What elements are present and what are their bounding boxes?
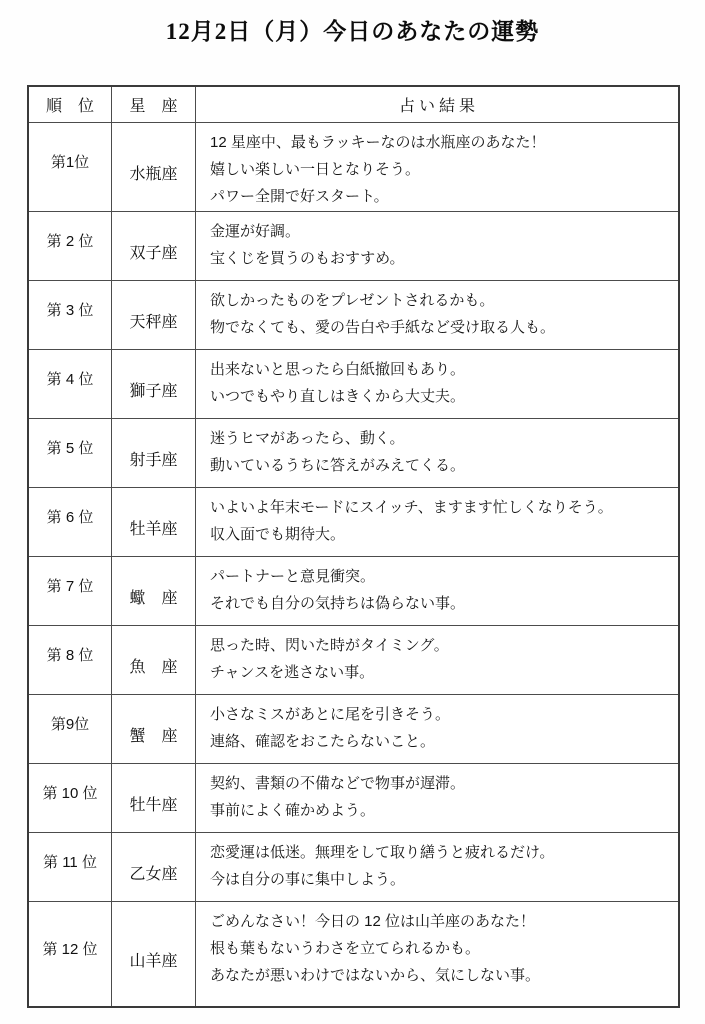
result-line: 物でなくても、愛の告白や手紙など受け取る人も。 [210,319,556,336]
rank-cell: 第9位 [29,695,112,763]
result-line: 金運が好調。 [210,223,301,240]
result-cell [196,833,678,901]
column-header-sign: 星 座 [112,87,196,122]
table-row-rank4 [29,349,678,418]
table-row-rank9 [29,694,678,763]
table-row-rank2 [29,211,678,280]
table-row-rank8 [29,625,678,694]
rank-cell: 第 8 位 [29,626,112,694]
rank-cell: 第 3 位 [29,281,112,349]
result-line: 契約、書類の不備などで物事が遅滞。 [210,775,466,792]
table-row-rank10 [29,763,678,832]
result-cell [196,764,678,832]
result-cell [196,626,678,694]
result-cell [196,281,678,349]
rank-cell: 第 4 位 [29,350,112,418]
rank-cell: 第 5 位 [29,419,112,487]
table-row-rank1 [29,122,678,211]
sign-cell: 蠍 座 [112,557,196,625]
result-line: ごめんなさい！今日の 12 位は山羊座のあなた！ [210,913,536,930]
result-line: 恋愛運は低迷。無理をして取り繕うと疲れるだけ。 [210,844,555,861]
page-title: 12月2日（月）今日のあなたの運勢 [165,19,540,44]
result-line: 動いているうちに答えがみえてくる。 [210,457,466,474]
sign-cell: 水瓶座 [112,123,196,211]
table-row-rank3 [29,280,678,349]
sign-cell: 山羊座 [112,902,196,1006]
result-line: パートナーと意見衝突。 [210,568,376,585]
result-line: パワー全開で好スタート。 [210,188,389,205]
column-header-result: 占 い 結 果 [398,98,475,115]
column-header-rank: 順 位 [29,87,112,122]
result-line: それでも自分の気持ちは偽らない事。 [210,595,466,612]
result-cell [196,123,678,211]
table-row-rank6 [29,487,678,556]
table-row-rank11 [29,832,678,901]
result-line: チャンスを逃さない事。 [210,664,375,681]
sign-cell: 牡牛座 [112,764,196,832]
result-line: 思った時、閃いた時がタイミング。 [210,637,449,654]
result-cell [196,350,678,418]
result-line: 今は自分の事に集中しよう。 [210,871,406,888]
result-line: 宝くじを買うのもおすすめ。 [210,250,405,267]
rank-cell: 第 11 位 [29,833,112,901]
result-cell [196,212,678,280]
rank-cell: 第 6 位 [29,488,112,556]
result-line: 迷うヒマがあったら、動く。 [210,430,405,447]
result-line: 根も葉もないうわさを立てられるかも。 [210,940,481,957]
rank-cell: 第 12 位 [29,902,112,1006]
sign-cell: 乙女座 [112,833,196,901]
fortune-table [27,85,680,1008]
table-row-rank12 [29,901,678,1006]
result-cell [196,902,678,1006]
table-row-rank5 [29,418,678,487]
result-line: あなたが悪いわけではないから、気にしない事。 [210,967,541,984]
table-row-rank7 [29,556,678,625]
result-line: いよいよ年末モードにスイッチ、ますます忙しくなりそう。 [210,499,613,516]
result-line: 事前によく確かめよう。 [210,802,376,819]
sign-cell: 蟹 座 [112,695,196,763]
rank-cell: 第 7 位 [29,557,112,625]
result-line: 欲しかったものをプレゼントされるかも。 [210,292,495,309]
table-header-row [29,87,678,122]
result-line: 嬉しい楽しい一日となりそう。 [210,161,421,178]
rank-cell: 第 2 位 [29,212,112,280]
result-cell [196,557,678,625]
rank-cell: 第1位 [29,123,112,211]
sign-cell: 射手座 [112,419,196,487]
sign-cell: 天秤座 [112,281,196,349]
result-line: 12 星座中、最もラッキーなのは水瓶座のあなた！ [210,134,546,151]
result-cell [196,695,678,763]
result-line: 収入面でも期待大。 [210,526,346,543]
result-line: 連絡、確認をおこたらないこと。 [210,733,436,750]
sign-cell: 魚 座 [112,626,196,694]
rank-cell: 第 10 位 [29,764,112,832]
result-cell [196,488,678,556]
result-line: いつでもやり直しはきくから大丈夫。 [210,388,466,405]
result-line: 小さなミスがあとに尾を引きそう。 [210,706,451,723]
sign-cell: 獅子座 [112,350,196,418]
sign-cell: 牡羊座 [112,488,196,556]
result-line: 出来ないと思ったら白紙撤回もあり。 [210,361,466,378]
sign-cell: 双子座 [112,212,196,280]
result-cell [196,419,678,487]
